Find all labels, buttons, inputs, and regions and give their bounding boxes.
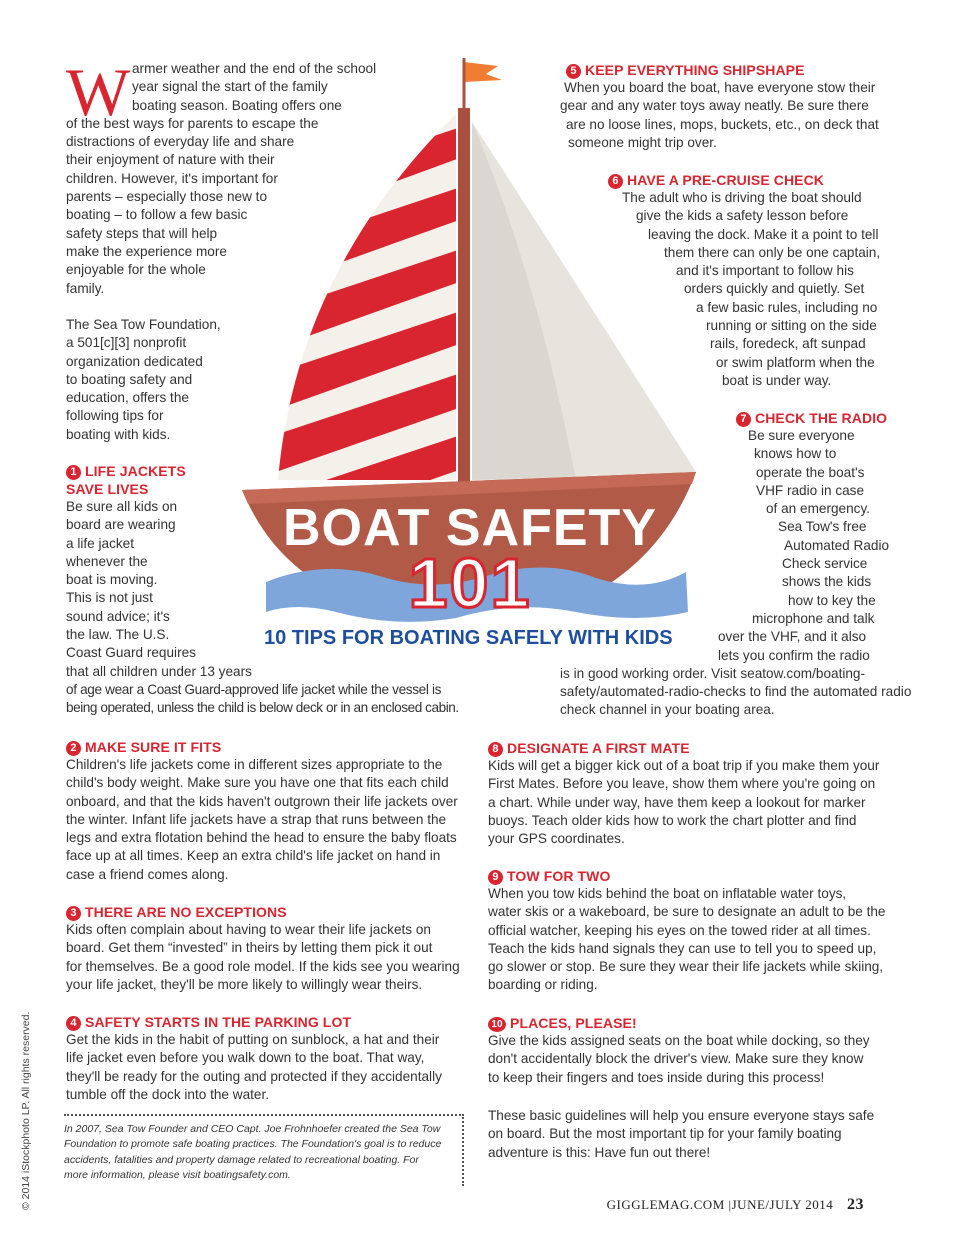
tip-heading-text: TOW FOR TWO <box>507 868 611 884</box>
tip-heading-text: THERE ARE NO EXCEPTIONS <box>85 904 287 920</box>
text-line: safety/automated-radio-checks to find the automated radio <box>560 684 912 700</box>
text-line: a few basic rules, including no <box>696 299 878 315</box>
tip-heading <box>66 462 476 498</box>
text-line: being operated, unless the child is below deck or in an enclosed cabin. <box>66 700 459 716</box>
text-line: shows the kids <box>782 574 872 590</box>
tip-number-badge: 1 <box>66 465 81 480</box>
text-line: give the kids a safety lesson before <box>636 208 849 224</box>
text-line: VHF radio in case <box>756 482 865 498</box>
text-line: onboard, and that the kids haven't outgrown their life jackets over <box>66 793 458 809</box>
tip-check-radio <box>560 409 912 720</box>
tip-body <box>560 427 912 720</box>
tip-heading <box>488 739 898 757</box>
text-line: water skis or a wakeboard, be sure to designate an adult to be the <box>488 904 886 920</box>
tip-places-please <box>488 1014 898 1087</box>
text-line: a chart. While under way, have them keep a lookout for marker <box>488 794 866 810</box>
tip-tow-for-two <box>488 867 898 995</box>
tip-body <box>66 756 476 884</box>
text-line: lets you confirm the radio <box>718 647 870 663</box>
text-line: the law. The U.S. <box>66 627 170 643</box>
text-line: Check service <box>782 556 868 572</box>
tip-number-badge: 3 <box>66 906 81 921</box>
tip-number-badge: 7 <box>736 412 751 427</box>
text-line: year signal the start of the family <box>132 79 328 95</box>
tip-shipshape <box>560 61 900 152</box>
intro-text <box>66 54 396 298</box>
text-line: make the experience more <box>66 243 227 259</box>
text-line: microphone and talk <box>752 610 875 626</box>
foundation-text <box>66 316 266 444</box>
text-line: adventure is this: Have fun out there! <box>488 1144 711 1160</box>
text-line: on board. But the most important tip for your family boating <box>488 1126 842 1142</box>
text-line: to boating safety and <box>66 371 193 387</box>
text-line: a 501[c][3] nonprofit <box>66 335 187 351</box>
text-line: These basic guidelines will help you ensure everyone stays safe <box>488 1108 875 1123</box>
text-line: tumble off the dock into the water. <box>66 1086 270 1102</box>
text-line: of age wear a Coast Guard-approved life jacket while the vessel is <box>66 681 442 697</box>
tip-life-jackets <box>66 462 476 718</box>
text-line: official watcher, keeping his eyes on the towed rider at all times. <box>488 922 871 938</box>
tip-body <box>66 498 476 718</box>
text-line: board are wearing <box>66 517 176 533</box>
tip-heading <box>488 1014 898 1032</box>
title-main: BOAT SAFETY <box>282 499 658 557</box>
tip-first-mate <box>488 739 898 848</box>
text-line: parents – especially those new to <box>66 189 268 205</box>
closing-text <box>488 1107 898 1162</box>
text-line: The Sea Tow Foundation, <box>66 317 221 332</box>
text-line: your GPS coordinates. <box>488 831 625 847</box>
tip-number-badge: 8 <box>488 742 503 757</box>
text-line: Give the kids assigned seats on the boat while docking, so they <box>488 1033 870 1048</box>
text-line: In 2007, Sea Tow Founder and CEO Capt. Joe Frohnhoefer created the Sea Tow <box>64 1123 441 1135</box>
text-line: boating with kids. <box>66 426 171 442</box>
text-line: knows how to <box>754 446 837 462</box>
text-line: of an emergency. <box>766 501 871 517</box>
text-line: how to key the <box>788 592 876 608</box>
text-line: your life jacket, they'll be more likely to willingly wear theirs. <box>66 976 423 992</box>
text-line: orders quickly and quietly. Set <box>684 281 865 297</box>
text-line: Teach the kids hand signals they can use to tell you to speed up, <box>488 940 877 956</box>
text-line: family. <box>66 280 105 296</box>
text-line: are no loose lines, mops, buckets, etc., on deck that <box>566 116 879 132</box>
tip-heading-text: SAVE LIVES <box>66 481 149 497</box>
tip-heading-text: KEEP EVERYTHING SHIPSHAPE <box>585 62 805 78</box>
tip-body <box>488 885 898 995</box>
tip-body <box>66 1031 476 1104</box>
text-line: whenever the <box>66 553 148 569</box>
text-line: organization dedicated <box>66 353 203 369</box>
text-line: children. However, it's important for <box>66 170 278 186</box>
tip-number-badge: 10 <box>488 1017 506 1032</box>
tip-body <box>488 1032 898 1087</box>
text-line: following tips for <box>66 408 164 424</box>
tip-heading-text: HAVE A PRE-CRUISE CHECK <box>627 172 825 188</box>
tip-heading-text: DESIGNATE A FIRST MATE <box>507 740 690 756</box>
tip-number-badge: 2 <box>66 741 81 756</box>
text-line: buoys. Teach older kids how to work the chart plotter and find <box>488 812 857 828</box>
text-line: enjoyable for the whole <box>66 262 206 278</box>
footer-site: GIGGLEMAG.COM <box>606 1197 725 1212</box>
tip-heading <box>488 867 898 885</box>
text-line: education, offers the <box>66 390 189 406</box>
photo-credit: © 2014 iStockphoto LP. All rights reserved. <box>20 1011 32 1210</box>
tip-make-sure-it-fits <box>66 738 476 884</box>
text-line: over the VHF, and it also <box>718 629 867 645</box>
tip-heading <box>560 61 900 79</box>
text-line: boating season. Boating offers one <box>132 97 342 113</box>
tip-no-exceptions <box>66 903 476 994</box>
text-line: When you tow kids behind the boat on inflatable water toys, <box>488 886 847 901</box>
tip-number-badge: 9 <box>488 870 503 885</box>
text-line: that all children under 13 years <box>66 663 252 679</box>
text-line: sound advice; it's <box>66 608 170 624</box>
text-line: boarding or riding. <box>488 977 598 993</box>
text-line: their enjoyment of nature with their <box>66 152 275 168</box>
text-line: The adult who is driving the boat should <box>622 190 862 205</box>
text-line: don't accidentally block the driver's view. Make sure they know <box>488 1051 864 1067</box>
tip-heading-text: LIFE JACKETS <box>85 463 186 479</box>
tip-heading-text: SAFETY STARTS IN THE PARKING LOT <box>85 1014 352 1030</box>
text-line: to keep their fingers and toes inside during this process! <box>488 1069 825 1085</box>
text-line: more information, please visit boatingsafety.com. <box>64 1169 291 1182</box>
text-line: boat is under way. <box>722 372 832 388</box>
text-line: safety steps that will help <box>66 225 218 241</box>
text-line: Foundation to promote safe boating practices. The Foundation's goal is to reduce <box>64 1138 442 1151</box>
text-line: accidents, fatalities and property damage related to recreational boating. For <box>64 1153 419 1166</box>
tip-heading-text: MAKE SURE IT FITS <box>85 739 222 755</box>
text-line: gear and any water toys away neatly. Be sure there <box>560 98 869 114</box>
text-line: Kids often complain about having to wear their life jackets on <box>66 922 431 937</box>
text-line: they'll be ready for the outing and protected if they accidentally <box>66 1068 442 1084</box>
text-line: life jacket even before you walk down to the boat. That way, <box>66 1050 425 1066</box>
title-number: 101 <box>408 544 532 622</box>
text-line: When you board the boat, have everyone stow their <box>564 80 876 95</box>
text-line: them there can only be one captain, <box>664 244 881 260</box>
text-line: someone might trip over. <box>568 134 717 150</box>
text-line: leaving the dock. Make it a point to tell <box>648 226 879 242</box>
text-line: Kids will get a bigger kick out of a boat trip if you make them your <box>488 758 880 773</box>
text-line: child's body weight. Make sure you have one that fits each child <box>66 775 449 791</box>
text-line: Sea Tow's free <box>778 519 867 535</box>
text-line: running or sitting on the side <box>706 318 877 334</box>
text-line: for themselves. Be a good role model. If the kids see you wearing <box>66 958 460 974</box>
tip-heading-text: CHECK THE RADIO <box>755 410 888 426</box>
tip-heading <box>66 1013 476 1031</box>
tip-number-badge: 5 <box>566 64 581 79</box>
text-line: Be sure everyone <box>748 428 855 443</box>
tip-heading <box>66 738 476 756</box>
text-line: operate the boat's <box>756 464 865 480</box>
tip-number-badge: 4 <box>66 1016 81 1031</box>
tip-heading <box>560 171 900 189</box>
tip-heading-text: PLACES, PLEASE! <box>510 1015 637 1031</box>
text-line: of the best ways for parents to escape the <box>66 115 319 131</box>
foundation-note <box>64 1114 464 1186</box>
page-number: 23 <box>847 1196 864 1213</box>
text-line: Get the kids in the habit of putting on sunblock, a hat and their <box>66 1032 440 1047</box>
text-line: go slower or stop. Be sure they wear their life jackets while skiing, <box>488 959 884 975</box>
text-line: the winter. Infant life jackets have a strap that runs between the <box>66 811 447 827</box>
tip-number-badge: 6 <box>608 174 623 189</box>
text-line: Automated Radio <box>784 537 890 553</box>
text-line: check channel in your boating area. <box>560 702 775 718</box>
text-line: distractions of everyday life and share <box>66 134 295 150</box>
tip-body <box>560 189 900 390</box>
text-line: and it's important to follow his <box>676 263 854 279</box>
tip-heading <box>66 903 476 921</box>
drop-cap: W <box>66 54 131 130</box>
tip-pre-cruise <box>560 171 900 390</box>
text-line: First Mates. Before you leave, show them where you're going on <box>488 776 876 792</box>
text-line: Coast Guard requires <box>66 645 196 661</box>
tip-body <box>560 79 900 152</box>
footer-issue: |JUNE/JULY 2014 <box>728 1197 834 1212</box>
text-line: legs and extra flotation behind the head to ensure the baby floats <box>66 830 457 846</box>
text-line: Children's life jackets come in different sizes appropriate to the <box>66 757 443 772</box>
tip-parking-lot <box>66 1013 476 1104</box>
text-line: is in good working order. Visit seatow.com/boating- <box>560 665 866 681</box>
text-line: face up at all times. Keep an extra child's life jacket on hand in <box>66 848 441 864</box>
text-line: rails, foredeck, aft sunpad <box>710 336 866 352</box>
title-subtitle: 10 TIPS FOR BOATING SAFELY WITH KIDS <box>264 627 673 649</box>
text-line: board. Get them “invested” in theirs by letting them pick it out <box>66 940 433 956</box>
text-line: case a friend comes along. <box>66 866 229 882</box>
tip-body <box>66 921 476 994</box>
text-line: boat is moving. <box>66 572 158 588</box>
text-line: This is not just <box>66 590 153 606</box>
tip-body <box>488 757 898 848</box>
text-line: Be sure all kids on <box>66 499 178 514</box>
text-line: armer weather and the end of the school <box>132 61 377 76</box>
tip-heading <box>560 409 900 427</box>
text-line: or swim platform when the <box>716 354 875 370</box>
text-line: boating – to follow a few basic <box>66 207 248 223</box>
page-footer <box>607 1196 864 1214</box>
text-line: a life jacket <box>66 535 135 551</box>
